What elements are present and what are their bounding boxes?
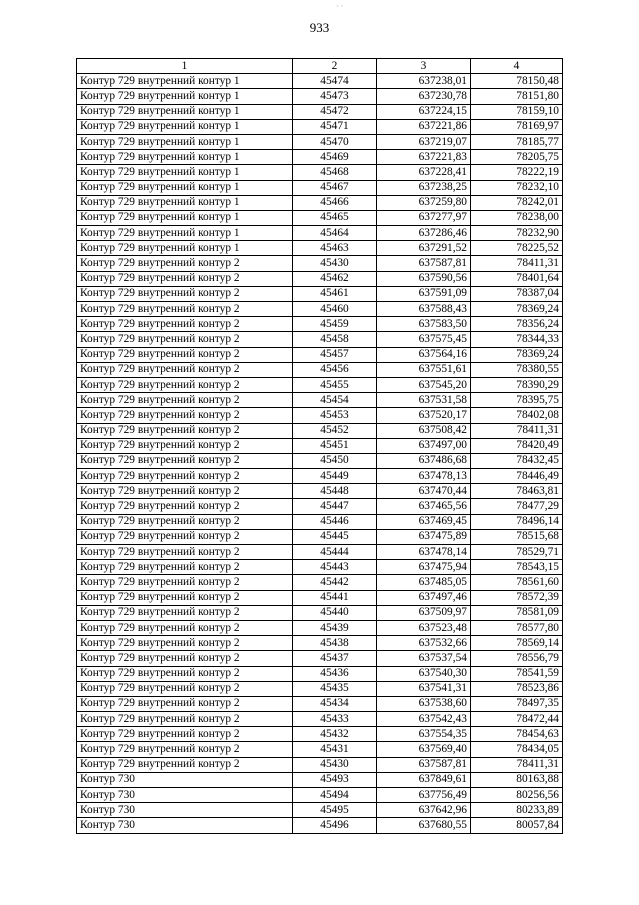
contour-name-cell: Контур 729 внутренний контур 2: [77, 271, 293, 286]
table-row: [77, 620, 563, 635]
x-coordinate-cell: 637583,50: [377, 317, 471, 332]
table-row: [77, 302, 563, 317]
x-coordinate-cell: 637219,07: [377, 134, 471, 149]
x-coordinate-cell: 637564,16: [377, 347, 471, 362]
x-coordinate-cell: 637286,46: [377, 226, 471, 241]
table-row: [77, 560, 563, 575]
y-coordinate-cell: 78523,86: [471, 681, 563, 696]
point-number-cell: 45449: [293, 469, 377, 484]
x-coordinate-cell: 637228,41: [377, 165, 471, 180]
table-row: [77, 104, 563, 119]
y-coordinate-cell: 78222,19: [471, 165, 563, 180]
x-coordinate-cell: 637542,43: [377, 712, 471, 727]
table-row: [77, 499, 563, 514]
x-coordinate-cell: 637475,94: [377, 560, 471, 575]
point-number-cell: 45463: [293, 241, 377, 256]
x-coordinate-cell: 637545,20: [377, 377, 471, 392]
point-number-cell: 45459: [293, 317, 377, 332]
contour-name-cell: Контур 729 внутренний контур 2: [77, 423, 293, 438]
y-coordinate-cell: 78446,49: [471, 469, 563, 484]
contour-name-cell: Контур 729 внутренний контур 1: [77, 119, 293, 134]
column-header: 3: [377, 59, 471, 74]
y-coordinate-cell: 78411,31: [471, 423, 563, 438]
contour-name-cell: Контур 729 внутренний контур 1: [77, 165, 293, 180]
x-coordinate-cell: 637540,30: [377, 666, 471, 681]
contour-name-cell: Контур 729 внутренний контур 2: [77, 408, 293, 423]
y-coordinate-cell: 78232,90: [471, 226, 563, 241]
point-number-cell: 45454: [293, 393, 377, 408]
table-row: [77, 393, 563, 408]
y-coordinate-cell: 78572,39: [471, 590, 563, 605]
y-coordinate-cell: 80163,88: [471, 772, 563, 787]
y-coordinate-cell: 78185,77: [471, 134, 563, 149]
table-row: [77, 74, 563, 89]
x-coordinate-cell: 637224,15: [377, 104, 471, 119]
contour-name-cell: Контур 729 внутренний контур 2: [77, 666, 293, 681]
table-row: [77, 180, 563, 195]
y-coordinate-cell: 78232,10: [471, 180, 563, 195]
point-number-cell: 45470: [293, 134, 377, 149]
contour-name-cell: Контур 729 внутренний контур 2: [77, 377, 293, 392]
point-number-cell: 45437: [293, 651, 377, 666]
y-coordinate-cell: 78543,15: [471, 560, 563, 575]
table-row: [77, 818, 563, 833]
contour-name-cell: Контур 729 внутренний контур 2: [77, 590, 293, 605]
x-coordinate-cell: 637497,46: [377, 590, 471, 605]
table-row: [77, 453, 563, 468]
contour-name-cell: Контур 729 внутренний контур 2: [77, 393, 293, 408]
y-coordinate-cell: 78529,71: [471, 545, 563, 560]
table-row: [77, 514, 563, 529]
point-number-cell: 45431: [293, 742, 377, 757]
y-coordinate-cell: 78556,79: [471, 651, 563, 666]
table-row: [77, 377, 563, 392]
contour-name-cell: Контур 729 внутренний контур 2: [77, 347, 293, 362]
y-coordinate-cell: 78151,80: [471, 89, 563, 104]
table-row: [77, 271, 563, 286]
contour-name-cell: Контур 729 внутренний контур 2: [77, 317, 293, 332]
y-coordinate-cell: 78411,31: [471, 256, 563, 271]
table-row: [77, 575, 563, 590]
point-number-cell: 45452: [293, 423, 377, 438]
x-coordinate-cell: 637291,52: [377, 241, 471, 256]
contour-name-cell: Контур 729 внутренний контур 2: [77, 712, 293, 727]
x-coordinate-cell: 637756,49: [377, 788, 471, 803]
point-number-cell: 45467: [293, 180, 377, 195]
x-coordinate-cell: 637508,42: [377, 423, 471, 438]
point-number-cell: 45455: [293, 377, 377, 392]
table-row: [77, 256, 563, 271]
table-row: [77, 712, 563, 727]
x-coordinate-cell: 637575,45: [377, 332, 471, 347]
contour-name-cell: Контур 729 внутренний контур 2: [77, 575, 293, 590]
table-row: [77, 757, 563, 772]
y-coordinate-cell: 78432,45: [471, 453, 563, 468]
x-coordinate-cell: 637470,44: [377, 484, 471, 499]
table-row: [77, 165, 563, 180]
y-coordinate-cell: 78356,24: [471, 317, 563, 332]
contour-name-cell: Контур 729 внутренний контур 2: [77, 362, 293, 377]
table-row: [77, 681, 563, 696]
x-coordinate-cell: 637532,66: [377, 636, 471, 651]
table-row: [77, 332, 563, 347]
y-coordinate-cell: 78205,75: [471, 150, 563, 165]
contour-name-cell: Контур 730: [77, 818, 293, 833]
contour-name-cell: Контур 729 внутренний контур 2: [77, 681, 293, 696]
table-row: [77, 529, 563, 544]
contour-name-cell: Контур 730: [77, 772, 293, 787]
table-row: [77, 438, 563, 453]
point-number-cell: 45460: [293, 302, 377, 317]
point-number-cell: 45439: [293, 620, 377, 635]
table-row: [77, 727, 563, 742]
point-number-cell: 45468: [293, 165, 377, 180]
x-coordinate-cell: 637259,80: [377, 195, 471, 210]
y-coordinate-cell: 78238,00: [471, 210, 563, 225]
contour-name-cell: Контур 729 внутренний контур 2: [77, 302, 293, 317]
contour-name-cell: Контур 729 внутренний контур 2: [77, 332, 293, 347]
table-row: [77, 742, 563, 757]
point-number-cell: 45466: [293, 195, 377, 210]
contour-name-cell: Контур 729 внутренний контур 2: [77, 499, 293, 514]
x-coordinate-cell: 637551,61: [377, 362, 471, 377]
table-row: [77, 362, 563, 377]
y-coordinate-cell: 78541,59: [471, 666, 563, 681]
y-coordinate-cell: 78169,97: [471, 119, 563, 134]
y-coordinate-cell: 78159,10: [471, 104, 563, 119]
point-number-cell: 45464: [293, 226, 377, 241]
y-coordinate-cell: 78581,09: [471, 605, 563, 620]
x-coordinate-cell: 637590,56: [377, 271, 471, 286]
y-coordinate-cell: 80057,84: [471, 818, 563, 833]
point-number-cell: 45445: [293, 529, 377, 544]
contour-name-cell: Контур 730: [77, 803, 293, 818]
point-number-cell: 45443: [293, 560, 377, 575]
table-row: [77, 605, 563, 620]
contour-name-cell: Контур 729 внутренний контур 1: [77, 210, 293, 225]
point-number-cell: 45494: [293, 788, 377, 803]
y-coordinate-cell: 78402,08: [471, 408, 563, 423]
y-coordinate-cell: 78380,55: [471, 362, 563, 377]
contour-name-cell: Контур 729 внутренний контур 2: [77, 727, 293, 742]
contour-name-cell: Контур 729 внутренний контур 2: [77, 256, 293, 271]
contour-name-cell: Контур 729 внутренний контур 1: [77, 134, 293, 149]
x-coordinate-cell: 637591,09: [377, 286, 471, 301]
point-number-cell: 45493: [293, 772, 377, 787]
contour-name-cell: Контур 729 внутренний контур 2: [77, 696, 293, 711]
point-number-cell: 45453: [293, 408, 377, 423]
x-coordinate-cell: 637642,96: [377, 803, 471, 818]
point-number-cell: 45434: [293, 696, 377, 711]
column-header: 1: [77, 59, 293, 74]
table-row: [77, 651, 563, 666]
y-coordinate-cell: 78344,33: [471, 332, 563, 347]
y-coordinate-cell: 78561,60: [471, 575, 563, 590]
x-coordinate-cell: 637520,17: [377, 408, 471, 423]
y-coordinate-cell: 78369,24: [471, 302, 563, 317]
x-coordinate-cell: 637497,00: [377, 438, 471, 453]
x-coordinate-cell: 637531,58: [377, 393, 471, 408]
table-row: [77, 590, 563, 605]
point-number-cell: 45474: [293, 74, 377, 89]
contour-name-cell: Контур 729 внутренний контур 1: [77, 195, 293, 210]
contour-name-cell: Контур 729 внутренний контур 2: [77, 742, 293, 757]
y-coordinate-cell: 78420,49: [471, 438, 563, 453]
table-row: [77, 134, 563, 149]
x-coordinate-cell: 637486,68: [377, 453, 471, 468]
table-body: [77, 74, 563, 833]
x-coordinate-cell: 637485,05: [377, 575, 471, 590]
contour-name-cell: Контур 729 внутренний контур 1: [77, 89, 293, 104]
y-coordinate-cell: 78577,80: [471, 620, 563, 635]
contour-name-cell: Контур 729 внутренний контур 2: [77, 484, 293, 499]
point-number-cell: 45442: [293, 575, 377, 590]
table-row: [77, 788, 563, 803]
x-coordinate-cell: 637587,81: [377, 256, 471, 271]
x-coordinate-cell: 637475,89: [377, 529, 471, 544]
x-coordinate-cell: 637465,56: [377, 499, 471, 514]
point-number-cell: 45430: [293, 757, 377, 772]
contour-name-cell: Контур 729 внутренний контур 1: [77, 180, 293, 195]
table-row: [77, 696, 563, 711]
point-number-cell: 45441: [293, 590, 377, 605]
contour-name-cell: Контур 729 внутренний контур 2: [77, 469, 293, 484]
table-row: [77, 347, 563, 362]
point-number-cell: 45458: [293, 332, 377, 347]
contour-name-cell: Контур 729 внутренний контур 2: [77, 605, 293, 620]
x-coordinate-cell: 637588,43: [377, 302, 471, 317]
point-number-cell: 45462: [293, 271, 377, 286]
contour-name-cell: Контур 729 внутренний контур 2: [77, 438, 293, 453]
point-number-cell: 45461: [293, 286, 377, 301]
x-coordinate-cell: 637469,45: [377, 514, 471, 529]
point-number-cell: 45436: [293, 666, 377, 681]
table-row: [77, 226, 563, 241]
x-coordinate-cell: 637587,81: [377, 757, 471, 772]
x-coordinate-cell: 637509,97: [377, 605, 471, 620]
x-coordinate-cell: 637541,31: [377, 681, 471, 696]
point-number-cell: 45473: [293, 89, 377, 104]
x-coordinate-cell: 637537,54: [377, 651, 471, 666]
contour-name-cell: Контур 729 внутренний контур 2: [77, 620, 293, 635]
y-coordinate-cell: 80256,56: [471, 788, 563, 803]
x-coordinate-cell: 637221,83: [377, 150, 471, 165]
table-row: [77, 286, 563, 301]
table-row: [77, 545, 563, 560]
table-row: [77, 484, 563, 499]
point-number-cell: 45432: [293, 727, 377, 742]
y-coordinate-cell: 78569,14: [471, 636, 563, 651]
table-header-row: [77, 59, 563, 74]
y-coordinate-cell: 78411,31: [471, 757, 563, 772]
contour-name-cell: Контур 729 внутренний контур 2: [77, 514, 293, 529]
y-coordinate-cell: 78401,64: [471, 271, 563, 286]
table-row: [77, 666, 563, 681]
top-mark: · ·: [336, 2, 344, 11]
y-coordinate-cell: 78225,52: [471, 241, 563, 256]
point-number-cell: 45469: [293, 150, 377, 165]
point-number-cell: 45465: [293, 210, 377, 225]
table-row: [77, 210, 563, 225]
contour-name-cell: Контур 729 внутренний контур 2: [77, 545, 293, 560]
coordinates-table: [76, 58, 563, 834]
y-coordinate-cell: 78515,68: [471, 529, 563, 544]
point-number-cell: 45435: [293, 681, 377, 696]
x-coordinate-cell: 637238,01: [377, 74, 471, 89]
contour-name-cell: Контур 729 внутренний контур 1: [77, 74, 293, 89]
column-header: 4: [471, 59, 563, 74]
contour-name-cell: Контур 729 внутренний контур 2: [77, 757, 293, 772]
y-coordinate-cell: 78387,04: [471, 286, 563, 301]
table-row: [77, 195, 563, 210]
y-coordinate-cell: 78150,48: [471, 74, 563, 89]
table-row: [77, 772, 563, 787]
table-row: [77, 423, 563, 438]
table-row: [77, 803, 563, 818]
y-coordinate-cell: 78463,81: [471, 484, 563, 499]
point-number-cell: 45495: [293, 803, 377, 818]
contour-name-cell: Контур 729 внутренний контур 2: [77, 453, 293, 468]
table-row: [77, 317, 563, 332]
contour-name-cell: Контур 729 внутренний контур 2: [77, 560, 293, 575]
y-coordinate-cell: 78472,44: [471, 712, 563, 727]
point-number-cell: 45496: [293, 818, 377, 833]
x-coordinate-cell: 637221,86: [377, 119, 471, 134]
point-number-cell: 45450: [293, 453, 377, 468]
column-header: 2: [293, 59, 377, 74]
x-coordinate-cell: 637680,55: [377, 818, 471, 833]
x-coordinate-cell: 637523,48: [377, 620, 471, 635]
table-row: [77, 119, 563, 134]
y-coordinate-cell: 78390,29: [471, 377, 563, 392]
point-number-cell: 45448: [293, 484, 377, 499]
x-coordinate-cell: 637277,97: [377, 210, 471, 225]
page-number: 933: [309, 20, 330, 35]
x-coordinate-cell: 637478,14: [377, 545, 471, 560]
table-row: [77, 469, 563, 484]
x-coordinate-cell: 637554,35: [377, 727, 471, 742]
y-coordinate-cell: 78434,05: [471, 742, 563, 757]
y-coordinate-cell: 78395,75: [471, 393, 563, 408]
point-number-cell: 45447: [293, 499, 377, 514]
point-number-cell: 45438: [293, 636, 377, 651]
table-row: [77, 241, 563, 256]
contour-name-cell: Контур 729 внутренний контур 1: [77, 150, 293, 165]
table-row: [77, 150, 563, 165]
y-coordinate-cell: 78497,35: [471, 696, 563, 711]
point-number-cell: 45451: [293, 438, 377, 453]
point-number-cell: 45444: [293, 545, 377, 560]
contour-name-cell: Контур 729 внутренний контур 2: [77, 529, 293, 544]
point-number-cell: 45430: [293, 256, 377, 271]
table-row: [77, 89, 563, 104]
point-number-cell: 45433: [293, 712, 377, 727]
contour-name-cell: Контур 729 внутренний контур 1: [77, 241, 293, 256]
y-coordinate-cell: 78369,24: [471, 347, 563, 362]
point-number-cell: 45446: [293, 514, 377, 529]
x-coordinate-cell: 637478,13: [377, 469, 471, 484]
table-row: [77, 408, 563, 423]
x-coordinate-cell: 637849,61: [377, 772, 471, 787]
y-coordinate-cell: 80233,89: [471, 803, 563, 818]
y-coordinate-cell: 78242,01: [471, 195, 563, 210]
y-coordinate-cell: 78454,63: [471, 727, 563, 742]
x-coordinate-cell: 637569,40: [377, 742, 471, 757]
contour-name-cell: Контур 729 внутренний контур 2: [77, 286, 293, 301]
contour-name-cell: Контур 729 внутренний контур 2: [77, 636, 293, 651]
y-coordinate-cell: 78496,14: [471, 514, 563, 529]
x-coordinate-cell: 637230,78: [377, 89, 471, 104]
contour-name-cell: Контур 729 внутренний контур 1: [77, 104, 293, 119]
contour-name-cell: Контур 729 внутренний контур 1: [77, 226, 293, 241]
y-coordinate-cell: 78477,29: [471, 499, 563, 514]
table-row: [77, 636, 563, 651]
point-number-cell: 45472: [293, 104, 377, 119]
x-coordinate-cell: 637238,25: [377, 180, 471, 195]
contour-name-cell: Контур 730: [77, 788, 293, 803]
point-number-cell: 45456: [293, 362, 377, 377]
point-number-cell: 45440: [293, 605, 377, 620]
contour-name-cell: Контур 729 внутренний контур 2: [77, 651, 293, 666]
point-number-cell: 45471: [293, 119, 377, 134]
x-coordinate-cell: 637538,60: [377, 696, 471, 711]
point-number-cell: 45457: [293, 347, 377, 362]
